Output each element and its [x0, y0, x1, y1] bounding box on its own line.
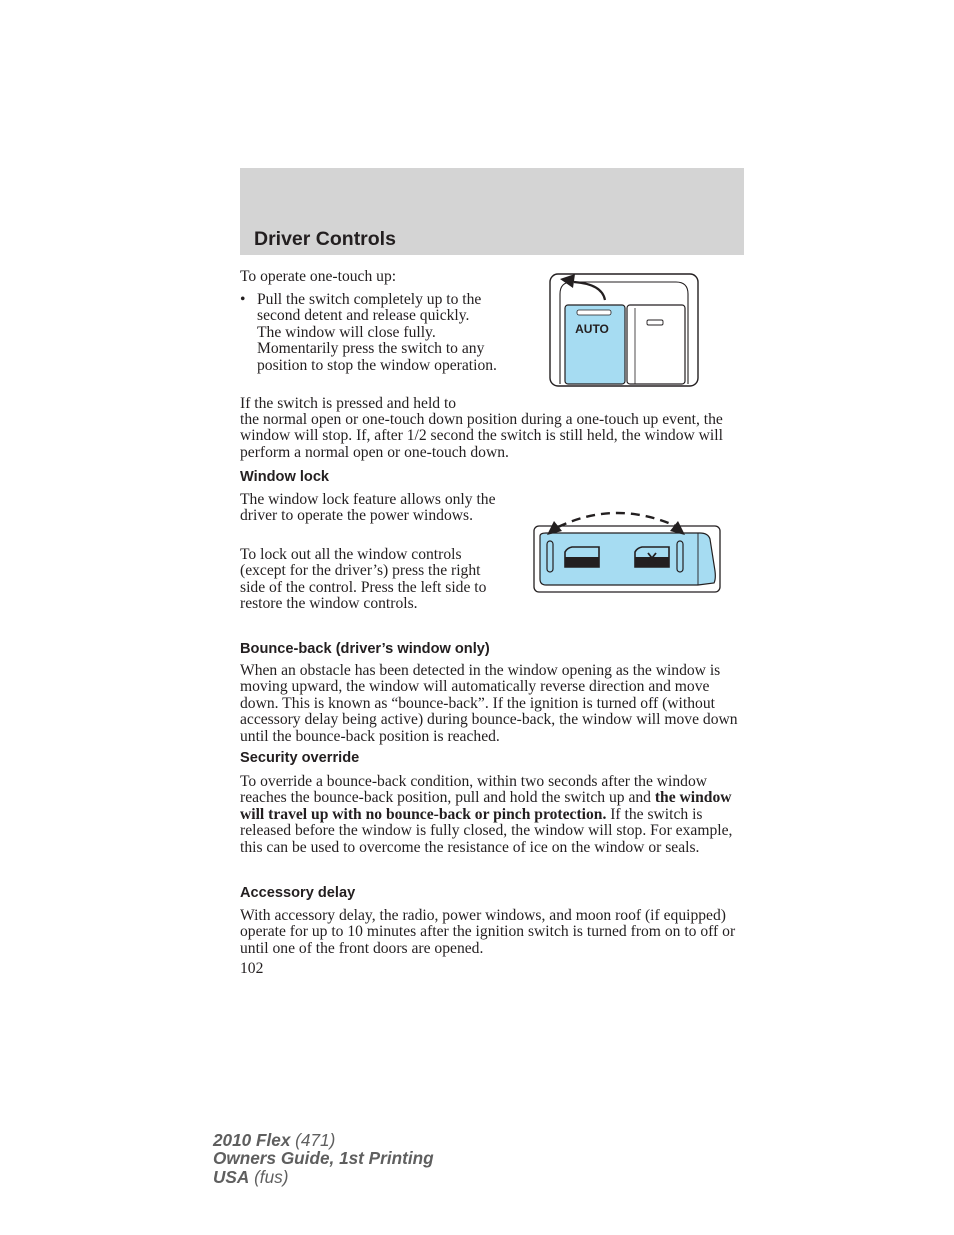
second-switch-button — [627, 305, 685, 384]
intro-lead: To operate one-touch up: — [240, 268, 397, 285]
bounce-back-heading: Bounce-back (driver’s window only) — [240, 641, 490, 657]
page-number: 102 — [240, 960, 264, 977]
security-override-heading: Security override — [240, 750, 360, 766]
section-title: Driver Controls — [254, 228, 396, 250]
bounce-back-p1: When an obstacle has been detected in the window opening as the window is moving upward, the window will automatically reverse direction and move down. This is known as “bounce-back”. If the ignition is turned off (without accessory delay being active) during bounce-back, the window will move down until the bounce-back position is reached. — [240, 662, 738, 745]
bullet-text: Pull the switch completely up to the second detent and release quickly. The window will close fully. Momentarily press the switch to any position to stop the window operation. — [257, 291, 497, 374]
auto-switch-indicator — [577, 310, 611, 315]
accessory-delay-p1: With accessory delay, the radio, power windows, and moon roof (if equipped) operate for up to 10 minutes after the ignition switch is turned from on to off or until one of the front doors are opened. — [240, 907, 736, 957]
window-lock-heading: Window lock — [240, 469, 330, 485]
second-switch-indicator — [647, 320, 663, 325]
toggle-dashed-arc — [558, 513, 678, 527]
footer-market: USA — [213, 1166, 250, 1187]
auto-switch-button — [565, 305, 625, 384]
footer-model-code: (471) — [290, 1130, 336, 1150]
footer-model: 2010 Flex — [213, 1130, 291, 1150]
security-override-text-a: To override a bounce-back condition, within two seconds after the window reaches the bounce-back position, pull and hold the switch up and — [240, 773, 708, 807]
followup-text: the normal open or one-touch down position during a one-touch up event, the window will stop. If, after 1/2 second the switch is still held, the window will perform a normal open or one-touch down. — [240, 411, 723, 461]
window-lock-p2: To lock out all the window controls (except for the driver’s) press the right side of the control. Press the left side to restore the window controls. — [240, 546, 487, 613]
auto-label: AUTO — [575, 322, 609, 336]
footer-line-3 — [213, 1168, 434, 1186]
document-footer — [213, 1131, 434, 1186]
bullet-dot: • — [240, 291, 246, 308]
accessory-delay-heading: Accessory delay — [240, 885, 356, 901]
security-override-p1 — [240, 774, 744, 856]
footer-market-code: (fus) — [249, 1166, 289, 1187]
followup-first-line: If the switch is pressed and held to — [240, 395, 457, 412]
auto-switch-illustration — [548, 272, 700, 388]
section-header-band — [240, 168, 744, 255]
footer-line-1 — [213, 1131, 434, 1149]
window-lock-p1: The window lock feature allows only the driver to operate the power windows. — [240, 491, 496, 525]
footer-line-2: Owners Guide, 1st Printing — [213, 1148, 434, 1169]
security-override-text-b: If the switch is released before the window is fully closed, the window will stop. For example, this can be used to overcome the resistance of ice on the window or seals. — [240, 805, 733, 856]
window-lock-illustration — [532, 505, 724, 595]
security-override-bold: the window will travel up with no bounce-back or pinch protection. — [240, 789, 732, 823]
unlocked-window-bar — [565, 557, 599, 567]
